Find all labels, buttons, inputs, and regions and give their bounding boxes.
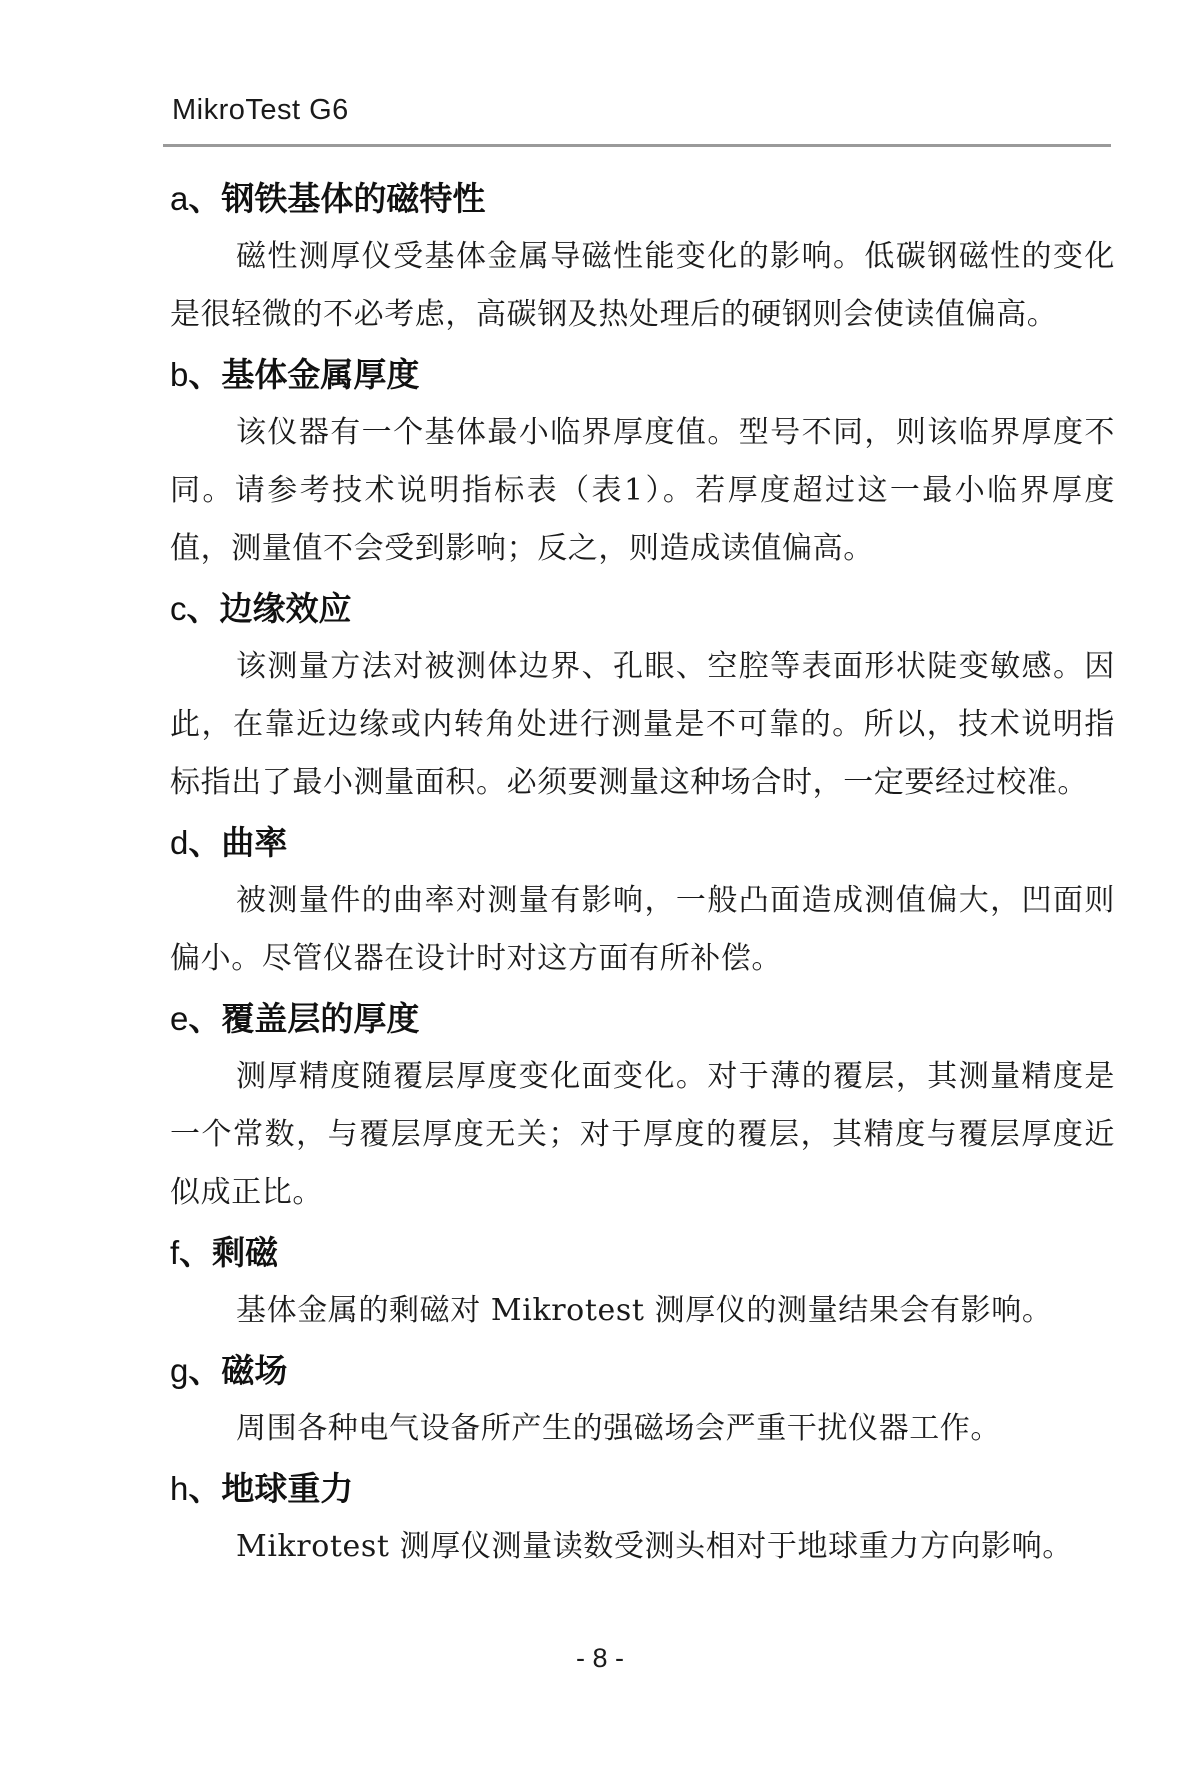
- section-title: 覆盖层的厚度: [221, 999, 420, 1038]
- section-separator: 、: [186, 589, 220, 628]
- section-paragraph: 周围各种电气设备所产生的强磁场会严重干扰仪器工作。: [236, 1411, 1001, 1446]
- section-letter: h: [170, 1470, 189, 1507]
- section-b: [170, 352, 1115, 578]
- section-letter: e: [170, 1000, 189, 1037]
- section-heading: [170, 586, 1115, 632]
- section-a: [170, 176, 1115, 344]
- section-heading: [170, 996, 1115, 1042]
- section-c: [170, 586, 1115, 812]
- section-heading: [170, 352, 1115, 398]
- page-content: [170, 176, 1115, 1584]
- section-e: [170, 996, 1115, 1222]
- section-separator: 、: [188, 179, 222, 218]
- section-heading: [170, 1230, 1115, 1276]
- section-heading: [170, 176, 1115, 222]
- section-heading: [170, 1348, 1115, 1394]
- section-separator: 、: [188, 823, 222, 862]
- section-g: [170, 1348, 1115, 1458]
- section-title: 地球重力: [221, 1469, 354, 1508]
- section-title: 磁场: [221, 1351, 288, 1390]
- section-letter: a: [170, 180, 189, 217]
- section-heading: [170, 1466, 1115, 1512]
- section-separator: 、: [179, 1233, 213, 1272]
- header-divider: [163, 144, 1111, 147]
- section-paragraph: 磁性测厚仪受基体金属导磁性能变化的影响。低碳钢磁性的变化是很轻微的不必考虑，高碳钢及热处理后的硬钢则会使读值偏高。: [170, 239, 1115, 332]
- section-title: 钢铁基体的磁特性: [221, 179, 486, 218]
- section-paragraph: 该仪器有一个基体最小临界厚度值。型号不同，则该临界厚度不同。请参考技术说明指标表（表1）。若厚度超过这一最小临界厚度值，测量值不会受到影响；反之，则造成读值偏高。: [170, 415, 1115, 566]
- section-f: [170, 1230, 1115, 1340]
- section-paragraph: 基体金属的剩磁对 Mikrotest 测厚仪的测量结果会有影响。: [236, 1293, 1053, 1328]
- section-paragraph: 测厚精度随覆层厚度变化面变化。对于薄的覆层，其测量精度是一个常数，与覆层厚度无关；对于厚度的覆层，其精度与覆层厚度近似成正比。: [170, 1059, 1115, 1210]
- section-title: 基体金属厚度: [221, 355, 420, 394]
- section-letter: g: [170, 1352, 189, 1389]
- section-d: [170, 820, 1115, 988]
- section-letter: f: [170, 1234, 180, 1271]
- section-title: 剩磁: [212, 1233, 279, 1272]
- section-title: 曲率: [221, 823, 288, 862]
- section-paragraph: 该测量方法对被测体边界、孔眼、空腔等表面形状陡变敏感。因此，在靠近边缘或内转角处进行测量是不可靠的。所以，技术说明指标指出了最小测量面积。必须要测量这种场合时，一定要经过校准。: [170, 649, 1115, 800]
- section-heading: [170, 820, 1115, 866]
- section-separator: 、: [188, 355, 222, 394]
- section-letter: c: [170, 590, 187, 627]
- section-letter: d: [170, 824, 189, 861]
- section-paragraph: 被测量件的曲率对测量有影响，一般凸面造成测值偏大，凹面则偏小。尽管仪器在设计时对这方面有所补偿。: [170, 883, 1115, 976]
- section-title: 边缘效应: [219, 589, 352, 628]
- section-separator: 、: [188, 1469, 222, 1508]
- section-separator: 、: [188, 1351, 222, 1390]
- section-paragraph: Mikrotest 测厚仪测量读数受测头相对于地球重力方向影响。: [236, 1529, 1073, 1564]
- page-number: - 8 -: [575, 1643, 624, 1673]
- section-letter: b: [170, 356, 189, 393]
- section-separator: 、: [188, 999, 222, 1038]
- section-h: [170, 1466, 1115, 1576]
- running-header: MikroTest G6: [172, 94, 349, 126]
